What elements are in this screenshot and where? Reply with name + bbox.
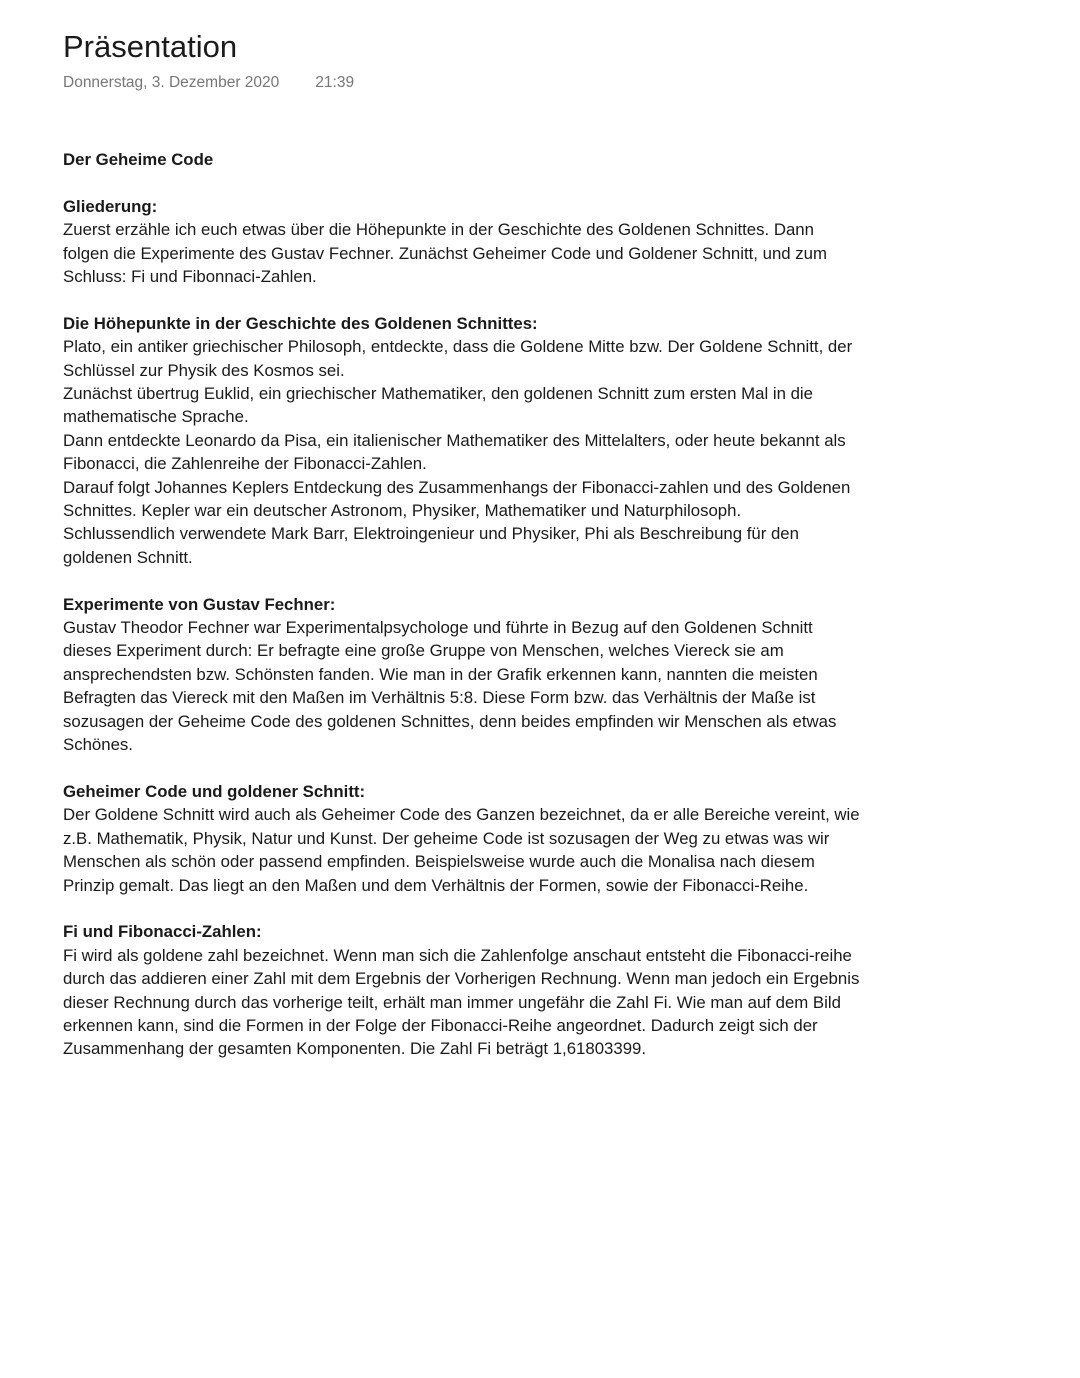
paragraph: Darauf folgt Johannes Keplers Entdeckung des Zusammenhangs der Fibonacci-zahlen und des Goldenen Schnittes. Kepler war ein deutscher Astronom, Physiker, Mathematiker und Naturphilosoph. xyxy=(63,477,851,521)
paragraph: Schlussendlich verwendete Mark Barr, Elektroingenieur und Physiker, Phi als Beschreibung für den goldenen Schnitt. xyxy=(63,524,799,567)
section-title: Fi und Fibonacci-Zahlen: xyxy=(63,922,262,942)
page-timestamp xyxy=(63,72,863,94)
paragraph: Zunächst übertrug Euklid, ein griechischer Mathematiker, den goldenen Schnitt zum ersten Mal in die mathematische Sprache. xyxy=(63,384,813,427)
paragraph: Dann entdeckte Leonardo da Pisa, ein italienischer Mathematiker des Mittelalters, oder heute bekannt als Fibonacci, die Zahlenreihe der Fibonacci-Zahlen. xyxy=(63,430,846,474)
paragraph: Zuerst erzähle ich euch etwas über die Höhepunkte in der Geschichte des Goldenen Schnittes. Dann folgen die Experimente des Gustav Fechner. Zunächst Geheimer Code und Goldener Schnitt, und zum Schluss: Fi und Fibonnaci-Zahlen. xyxy=(63,220,827,287)
section-title: Die Höhepunkte in der Geschichte des Goldenen Schnittes: xyxy=(63,313,538,333)
paragraph: Gustav Theodor Fechner war Experimentalpsychologe und führte in Bezug auf den Goldenen Schnitt dieses Experiment durch: Er befragte eine große Gruppe von Menschen, welches Viereck sie am ansprechendsten bzw. Schönsten fanden. Wie man in der Grafik erkennen kann, nannten die meisten Befragten das Viereck mit den Maßen im Verhältnis 5:8. Diese Form bzw. das Verhältnis der Maße ist sozusagen der Geheime Code des goldenen Schnittes, denn beides empfinden wir Menschen als etwas Schönes. xyxy=(63,618,837,755)
document-heading: Der Geheime Code xyxy=(63,150,214,169)
paragraph: Fi wird als goldene zahl bezeichnet. Wenn man sich die Zahlenfolge anschaut entsteht die Fibonacci-reihe durch das addieren einer Zahl mit dem Ergebnis der Vorherigen Rechnung. Wenn man jedoch ein Ergebnis dieser Rechnung durch das vorherige teilt, erhält man immer ungefähr die Zahl Fi. Wie man auf dem Bild erkennen kann, sind die Formen in der Folge der Fibonacci-Reihe angeordnet. Dadurch zeigt sich der Zusammenhang der gesamten Komponenten. Die Zahl Fi beträgt 1,61803399. xyxy=(63,945,860,1059)
paragraph: Der Goldene Schnitt wird auch als Geheimer Code des Ganzen bezeichnet, da er alle Bereiche vereint, wie z.B. Mathematik, Physik, Natur und Kunst. Der geheime Code ist sozusagen der Weg zu etwas was wir Menschen als schön oder passend empfinden. Beispielsweise wurde auch die Monalisa nach diesem Prinzip gemalt. Das liegt an den Maßen und dem Verhältnis der Formen, sowie der Fibonacci-Reihe. xyxy=(63,805,860,895)
section-fibonacci xyxy=(63,920,863,1060)
section-hoehepunkte xyxy=(63,312,863,569)
section-title: Gliederung: xyxy=(63,196,158,216)
section-title: Experimente von Gustav Fechner: xyxy=(63,594,336,614)
paragraph: Plato, ein antiker griechischer Philosoph, entdeckte, dass die Goldene Mitte bzw. Der Goldene Schnitt, der Schlüssel zur Physik des Kosmos sei. xyxy=(63,337,853,380)
page-time: 21:39 xyxy=(315,74,355,91)
section-gliederung xyxy=(63,195,863,289)
note-page xyxy=(63,0,863,1061)
page-date: Donnerstag, 3. Dezember 2020 xyxy=(63,74,280,91)
section-fechner xyxy=(63,593,863,757)
section-title: Geheimer Code und goldener Schnitt: xyxy=(63,781,366,801)
page-title[interactable]: Präsentation xyxy=(63,29,238,64)
section-geheimer-code xyxy=(63,780,863,897)
